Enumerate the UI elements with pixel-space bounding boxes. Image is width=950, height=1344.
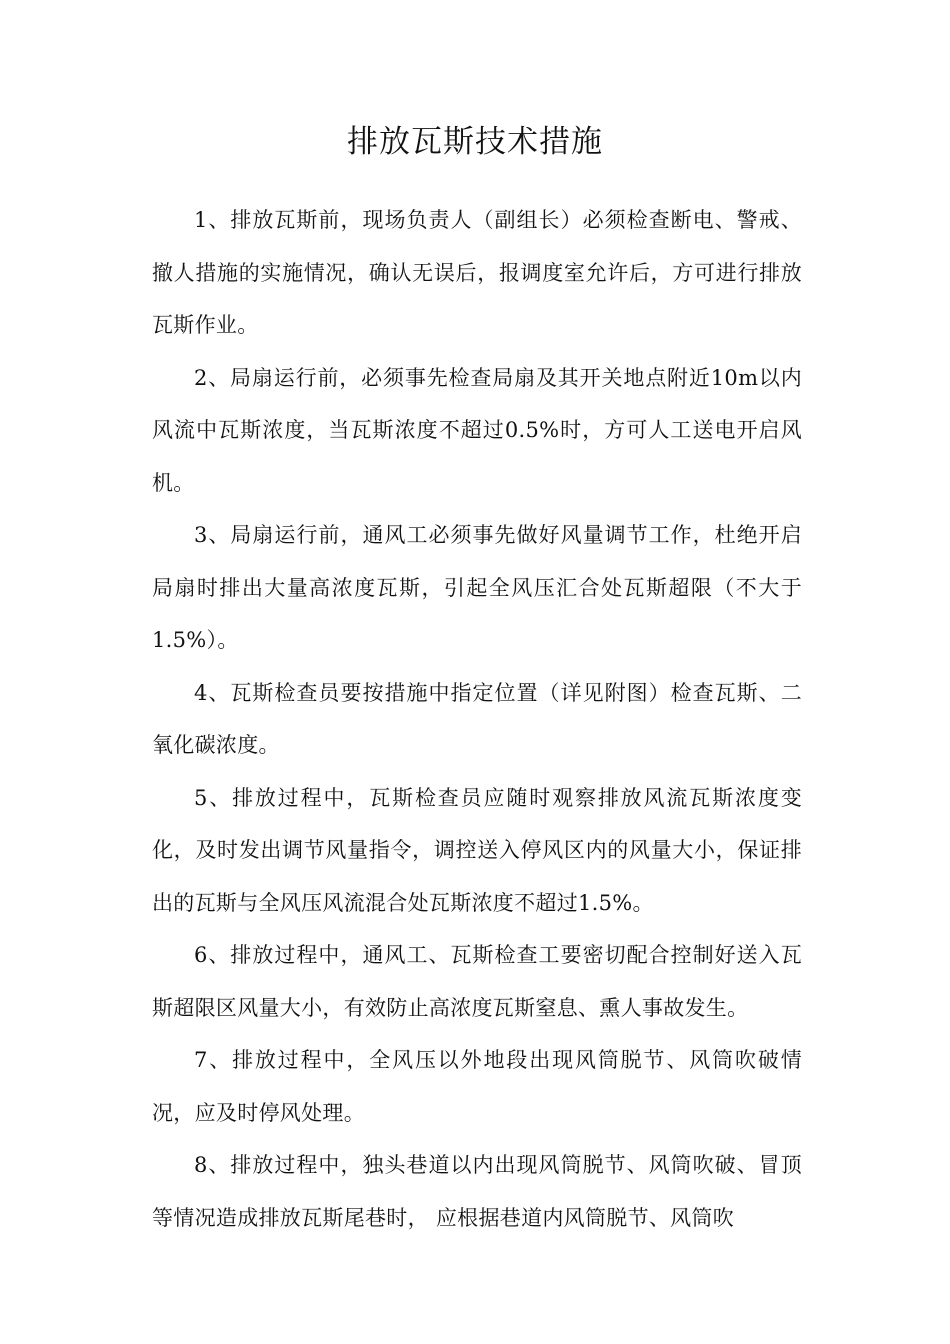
document-title: 排放瓦斯技术措施 — [347, 124, 603, 160]
paragraph-3: 3、局扇运行前，通风工必须事先做好风量调节工作，杜绝开启局扇时排出大量高浓度瓦斯，引起全风压汇合处瓦斯超限（不大于1.5%）。 — [152, 523, 802, 652]
paragraph-4: 4、瓦斯检查员要按措施中指定位置（详见附图）检查瓦斯、二氧化碳浓度。 — [152, 680, 802, 757]
paragraph-5: 5、排放过程中，瓦斯检查员应随时观察排放风流瓦斯浓度变化，及时发出调节风量指令，调控送入停风区内的风量大小，保证排出的瓦斯与全风压风流混合处瓦斯浓度不超过1.5%。 — [152, 785, 802, 915]
paragraph-6: 6、排放过程中，通风工、瓦斯检查工要密切配合控制好送入瓦斯超限区风量大小，有效防止高浓度瓦斯窒息、熏人事故发生。 — [152, 943, 802, 1020]
paragraph-1: 1、排放瓦斯前，现场负责人（副组长）必须检查断电、警戒、撤人措施的实施情况，确认无误后，报调度室允许后，方可进行排放瓦斯作业。 — [152, 208, 802, 337]
paragraph-7: 7、排放过程中，全风压以外地段出现风筒脱节、风筒吹破情况，应及时停风处理。 — [152, 1048, 802, 1125]
paragraph-8: 8、排放过程中，独头巷道以内出现风筒脱节、风筒吹破、冒顶等情况造成排放瓦斯尾巷时， 应根据巷道内风筒脱节、风筒吹 — [152, 1153, 802, 1230]
paragraph-2: 2、局扇运行前，必须事先检查局扇及其开关地点附近10m以内风流中瓦斯浓度，当瓦斯浓度不超过0.5%时，方可人工送电开启风机。 — [152, 365, 802, 495]
document-body — [152, 194, 802, 1244]
